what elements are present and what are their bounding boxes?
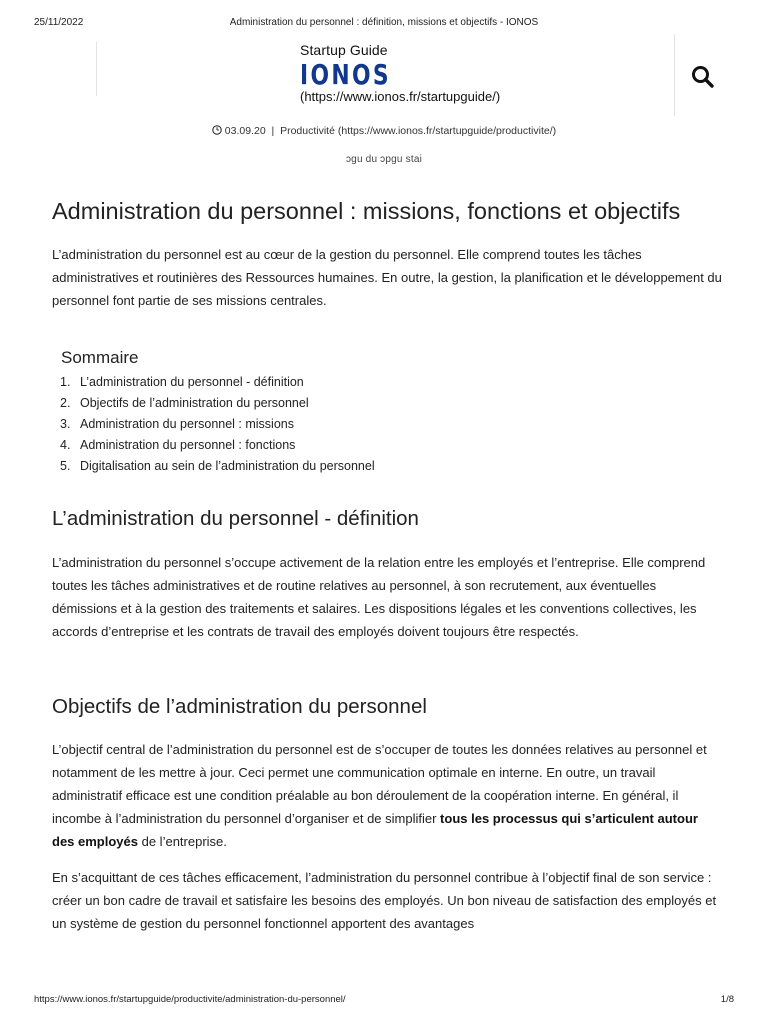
processus-link[interactable]: tous les processus qui s’articulent autour des employés bbox=[52, 811, 698, 849]
breadcrumb: ɔgu du ɔpgu stai bbox=[345, 154, 423, 165]
definition-paragraph: L’administration du personnel s’occupe activement de la relation entre les employés et l’entreprise. Elle comprend toutes les tâches administratives et de routine relatives au personnel, à son recrutement, aux éventuelles démissions et à la gestion des traitements et salaires. Les dispositions légales et les conventions collectives, les accords d’entreprise et les contrats de travail des employés doivent toujours être respectés. bbox=[52, 555, 706, 639]
meta-separator: | bbox=[271, 125, 275, 137]
site-header bbox=[0, 34, 768, 118]
toc-item[interactable]: 2. Objectifs de l’administration du personnel bbox=[60, 396, 309, 410]
brand-tagline: Startup Guide bbox=[300, 42, 388, 58]
toc-item[interactable]: 4. Administration du personnel : fonctions bbox=[60, 438, 296, 452]
toc-item[interactable]: 5. Digitalisation au sein de l’administration du personnel bbox=[60, 459, 375, 473]
table-of-contents bbox=[60, 372, 375, 477]
print-title: Administration du personnel : définition, missions et objectifs - IONOS bbox=[229, 17, 539, 28]
category-link[interactable]: Productivité (https://www.ionos.fr/startupguide/productivite/) bbox=[280, 125, 557, 137]
section-heading-definition: L’administration du personnel - définition bbox=[52, 507, 419, 530]
brand-url: (https://www.ionos.fr/startupguide/) bbox=[300, 89, 501, 104]
ionos-logo: IONOS bbox=[300, 58, 391, 91]
header-divider-right bbox=[674, 34, 675, 116]
search-button[interactable] bbox=[690, 64, 716, 90]
search-icon bbox=[690, 64, 716, 90]
print-header bbox=[0, 17, 768, 31]
objectifs-paragraph: L’objectif central de l’administration du personnel est de s’occuper de toutes les données relatives au personnel et notamment de les mettre à jour. Ceci permet une communication optimale en interne. En outre, un travail administratif efficace est une condition préalable au bon déroulement de la coopération interne. En général, il incombe à l’administration du personnel d’organiser et de simplifier tous les processus qui s’articulent autour des employés de l’entreprise. bbox=[52, 742, 707, 849]
print-footer-url: https://www.ionos.fr/startupguide/productivite/administration-du-personnel/ bbox=[34, 994, 346, 1005]
sommaire-title: Sommaire bbox=[61, 348, 139, 367]
section-heading-objectifs: Objectifs de l’administration du personnel bbox=[52, 695, 427, 718]
article-date: 03.09.20 bbox=[224, 125, 266, 137]
article-meta bbox=[0, 125, 768, 138]
intro-paragraph: L’administration du personnel est au cœur de la gestion du personnel. Elle comprend toutes les tâches administratives et routinières des Ressources humaines. En outre, la gestion, la planification et le développement du personnel font partie de ses missions centrales. bbox=[52, 247, 722, 308]
header-divider-left bbox=[96, 42, 97, 96]
objectifs-paragraph-2: En s’acquittant de ces tâches efficacement, l’administration du personnel contribue à l’objectif final de son service : créer un bon cadre de travail et satisfaire les besoins des employés. Un bon niveau de satisfaction des employés et un système de gestion du personnel fonctionnel apportent des avantages bbox=[52, 870, 717, 931]
toc-item[interactable]: 1. L’administration du personnel - définition bbox=[60, 375, 304, 389]
print-date: 25/11/2022 bbox=[34, 17, 84, 28]
clock-icon bbox=[212, 125, 222, 138]
brand-logo-link[interactable] bbox=[300, 42, 500, 104]
page-title: Administration du personnel : missions, fonctions et objectifs bbox=[52, 198, 681, 224]
toc-item[interactable]: 3. Administration du personnel : missions bbox=[60, 417, 294, 431]
print-page-number: 1/8 bbox=[720, 994, 734, 1005]
